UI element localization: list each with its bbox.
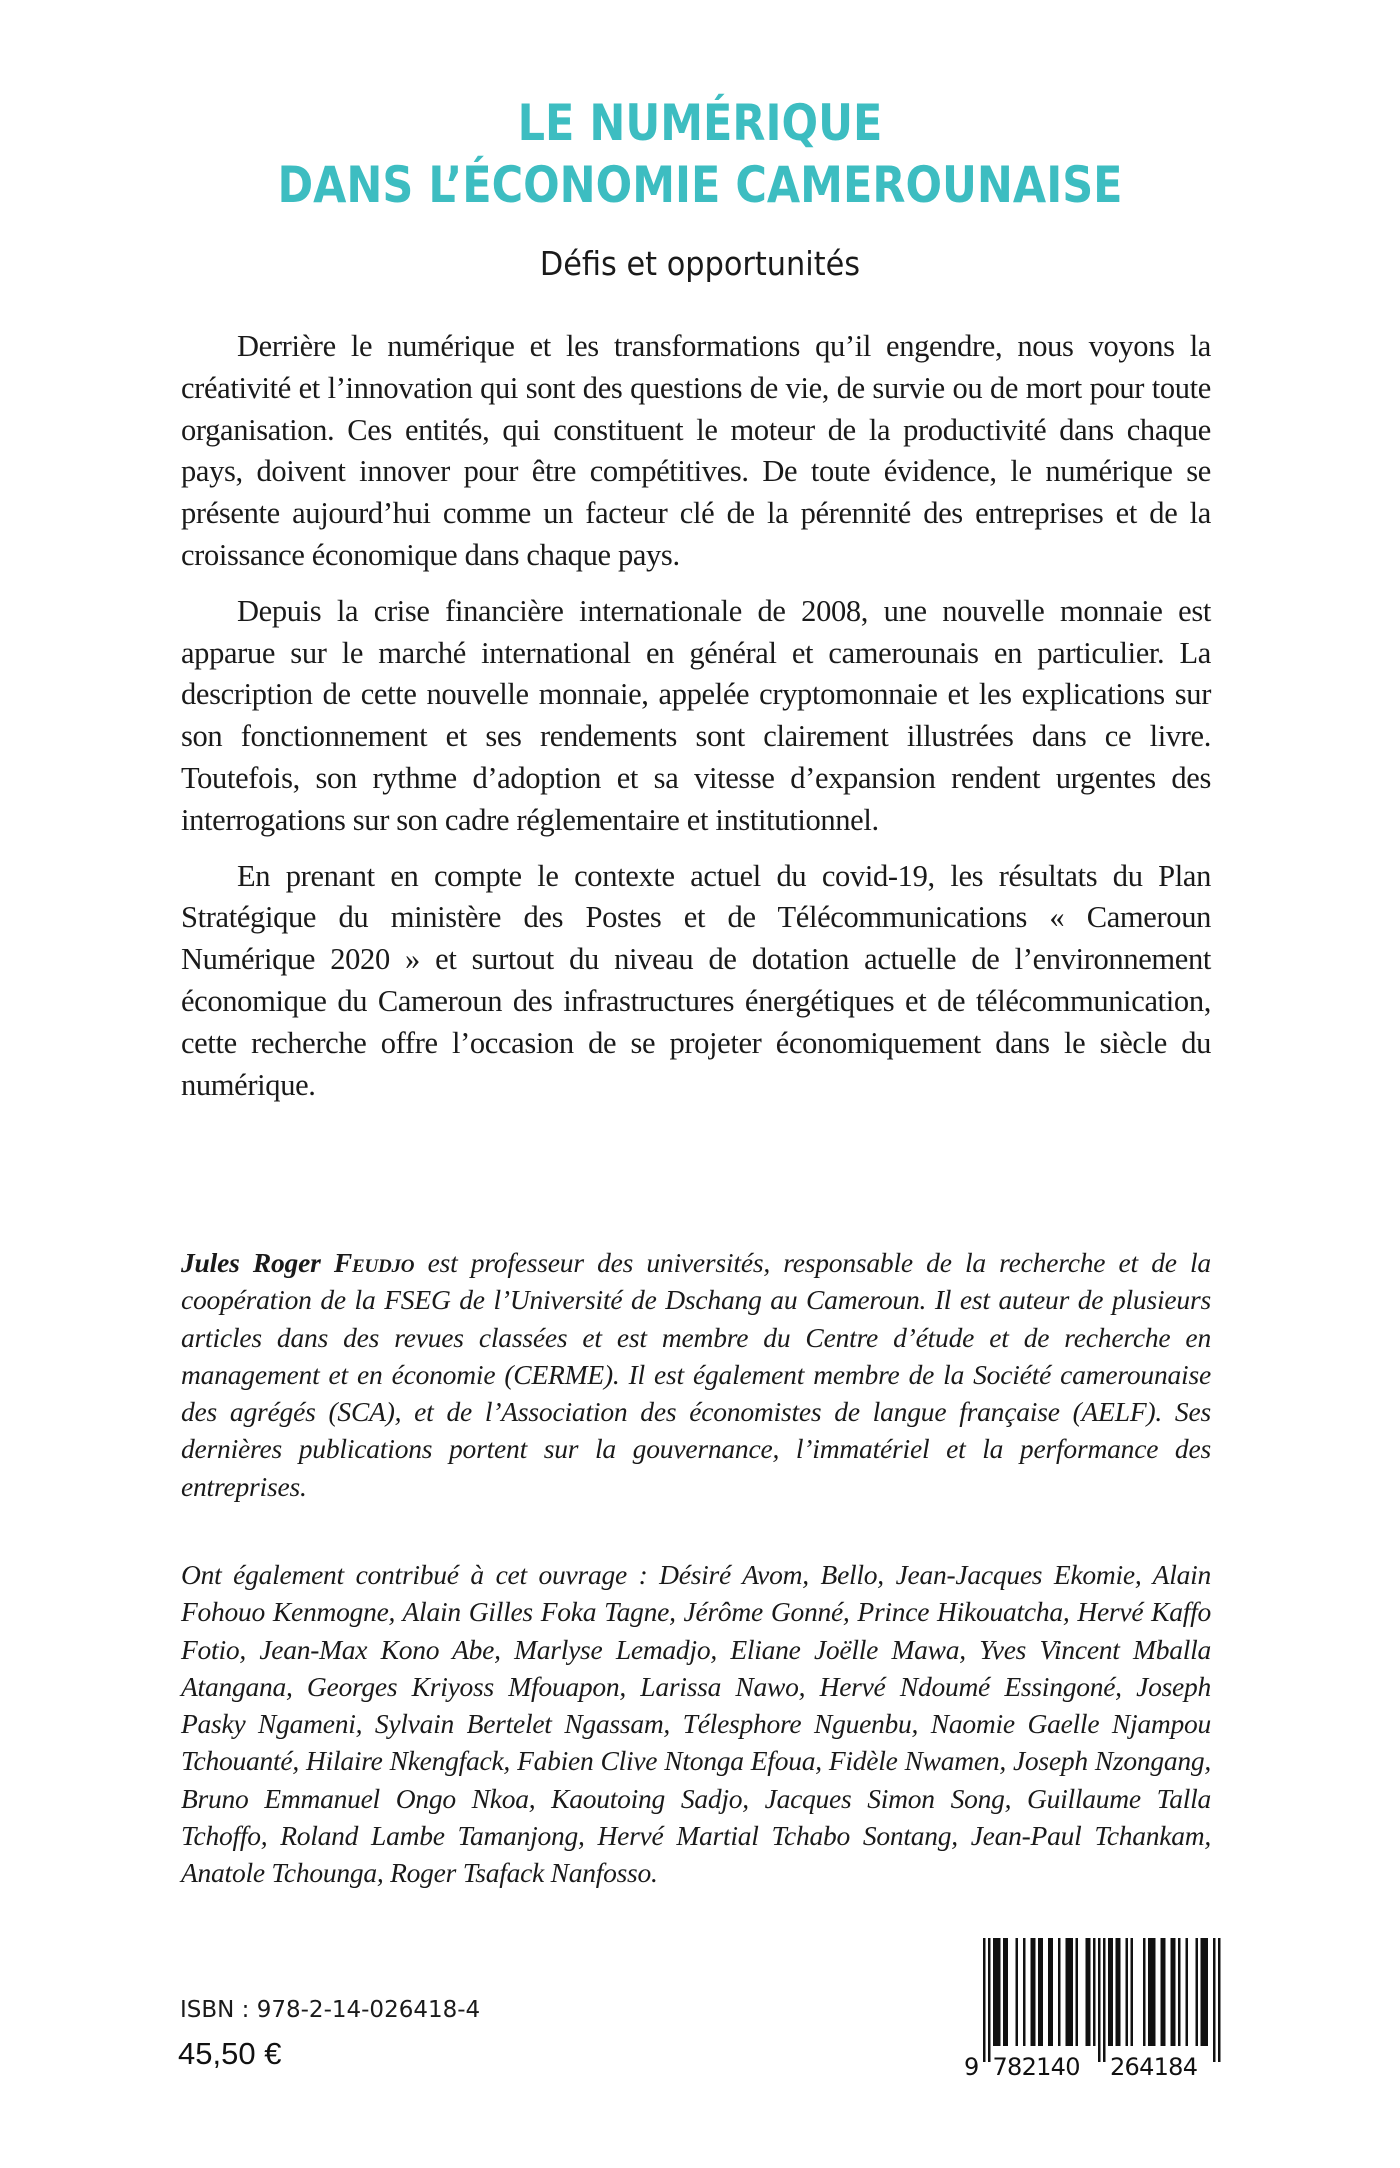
- barcode-icon: [960, 1935, 1230, 2085]
- title-line-1: LE NUMÉRIQUE: [517, 94, 883, 152]
- svg-text:9: 9: [964, 2053, 980, 2081]
- ean13-barcode: [960, 1935, 1230, 2085]
- blurb: [181, 326, 1211, 1120]
- isbn-label: ISBN : 978-2-14-026418-4: [180, 1997, 481, 2023]
- svg-text:264184: 264184: [1110, 2053, 1198, 2081]
- author-surname: Feudjo: [333, 1247, 415, 1278]
- svg-text:782140: 782140: [992, 2053, 1081, 2081]
- author-first-names: Jules Roger: [181, 1247, 321, 1278]
- author-bio-text: est professeur des universités, responsable de la recherche et de la coopération de la FSEG de l’Université de Dschang au Cameroun. Il est auteur de plusieurs articles dans des revues classées et est membre du Centre d’étude et de recherche en management et en économie (CERME). Il est également membre de la Société camerounaise des agrégés (SCA), et de l’Association des économistes de langue française (AELF). Ses dernières publications portent sur la gouvernance, l’immatériel et la performance des entreprises.: [181, 1247, 1211, 1502]
- blurb-paragraph-2: Depuis la crise financière internationale de 2008, une nouvelle monnaie est apparue sur le marché international en général et camerounais en particulier. La description de cette nouvelle monnaie, appelée cryptomonnaie et les explications sur son fonctionnement et ses rendements sont clairement illustrées dans ce livre. Toutefois, son rythme d’adoption et sa vitesse d’expansion rendent urgentes des interrogations sur son cadre réglementaire et institutionnel.: [181, 593, 1211, 837]
- contributors-list: Ont également contribué à cet ouvrage : Désiré Avom, Bello, Jean-Jacques Ekomie, Alain Fohouo Kenmogne, Alain Gilles Foka Tagne, Jérôme Gonné, Prince Hikouatcha, Hervé Kaffo Fotio, Jean-Max Kono Abe, Marlyse Lemadjo, Eliane Joëlle Mawa, Yves Vincent Mballa Atangana, Georges Kriyoss Mfouapon, Larissa Nawo, Hervé Ndoumé Essingoné, Joseph Pasky Ngameni, Sylvain Bertelet Ngassam, Télesphore Nguenbu, Naomie Gaelle Njampou Tchouanté, Hilaire Nkengfack, Fabien Clive Ntonga Efoua, Fidèle Nwamen, Joseph Nzongang, Bruno Emmanuel Ongo Nkoa, Kaoutoing Sadjo, Jacques Simon Song, Guillaume Talla Tchoffo, Roland Lambe Tamanjong, Hervé Martial Tchabo Sontang, Jean-Paul Tchankam, Anatole Tchounga, Roger Tsafack Nanfosso.: [181, 1559, 1211, 1889]
- title-line-2: DANS L’ÉCONOMIE CAMEROUNAISE: [277, 156, 1123, 214]
- price-label: 45,50 €: [178, 2036, 282, 2071]
- blurb-paragraph-1: Derrière le numérique et les transformations qu’il engendre, nous voyons la créativité et l’innovation qui sont des questions de vie, de survie ou de mort pour toute organisation. Ces entités, qui constituent le moteur de la productivité dans chaque pays, doivent innover pour être compétitives. De toute évidence, le numérique se présente aujourd’hui comme un facteur clé de la pérennité des entreprises et de la croissance économique dans chaque pays.: [181, 329, 1211, 572]
- blurb-paragraph-3: En prenant en compte le contexte actuel du covid-19, les résultats du Plan Stratégique du ministère des Postes et de Télécommunications « Cameroun Numérique 2020 » et surtout du niveau de dotation actuelle de l’environnement économique du Cameroun des infrastructures énergétiques et de télécommunication, cette recherche offre l’occasion de se projeter économiquement dans le siècle du numérique.: [181, 858, 1211, 1102]
- author-bio: [181, 1244, 1211, 1505]
- book-title: [98, 92, 1302, 216]
- book-subtitle: Défis et opportunités: [539, 244, 861, 283]
